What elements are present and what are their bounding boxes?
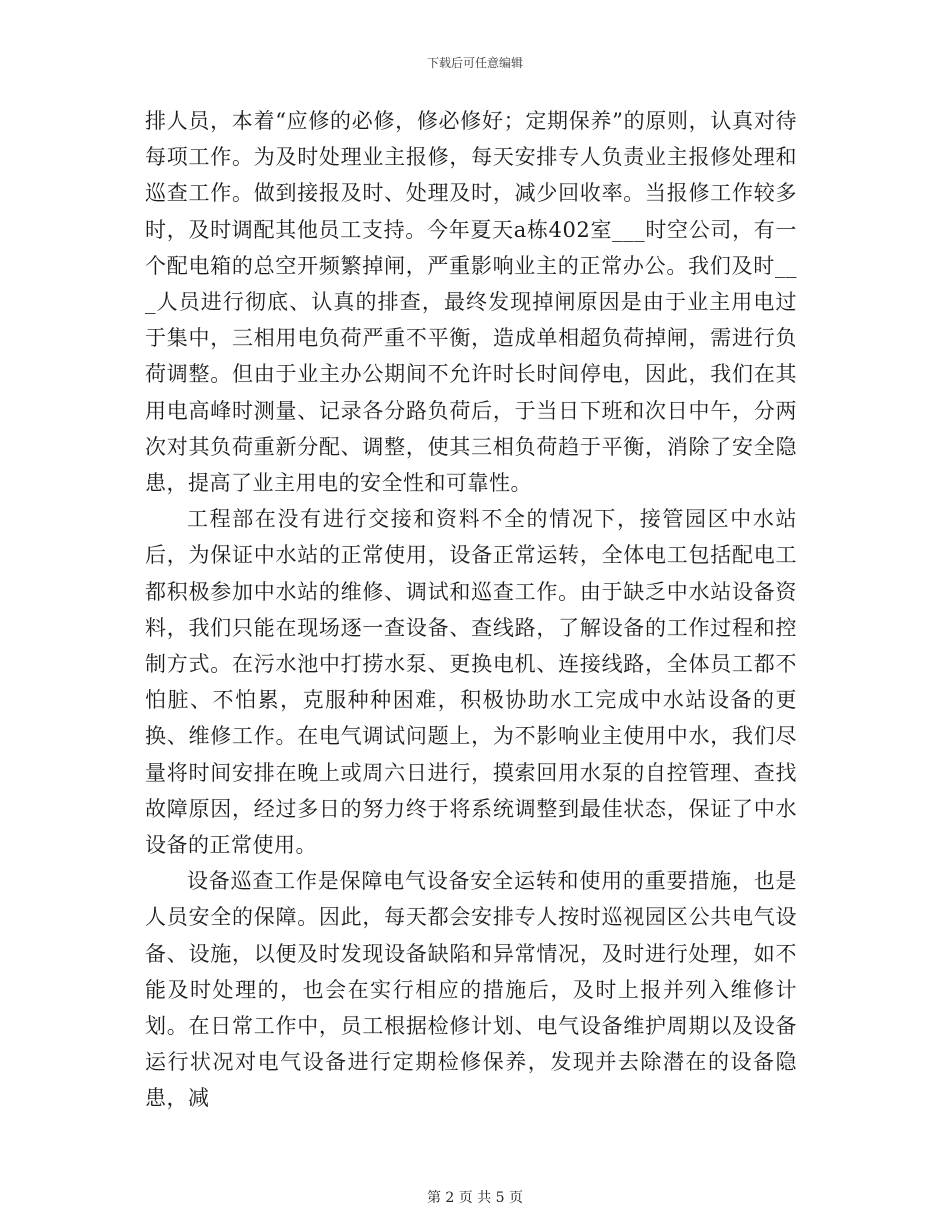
paragraph-2: 工程部在没有进行交接和资料不全的情况下，接管园区中水站后，为保证中水站的正常使用，设备正常运转，全体电工包括配电工都积极参加中水站的维修、调试和巡查工作。由于缺乏中水站设备资料，我们只能在现场逐一查设备、查线路，了解设备的工作过程和控制方式。在污水池中打捞水泵、更换电机、连接线路，全体员工都不怕脏、不怕累，克服种种困难，积极协助水工完成中水站设备的更换、维修工作。在电气调试问题上，为不影响业主使用中水，我们尽量将时间安排在晚上或周六日进行，摸索回用水泵的自控管理、查找故障原因，经过多日的努力终于将系统调整到最佳状态，保证了中水设备的正常使用。 [145,507,797,858]
page-number: 第 2 页 共 5 页 [426,1190,524,1206]
paragraph-1: 排人员，本着“应修的必修，修必修好；定期保养”的原则，认真对待每项工作。为及时处理业主报修，每天安排专人负责业主报修处理和巡查工作。做到接报及时、处理及时，减少回收率。当报修工作较多时，及时调配其他员工支持。今年夏天a栋402室___时空公司，有一个配电箱的总空开频繁掉闸，严重影响业主的正常办公。我们及时___人员进行彻底、认真的排查，最终发现掉闸原因是由于业主用电过于集中，三相用电负荷严重不平衡，造成单相超负荷掉闸，需进行负荷调整。但由于业主办公期间不允许时长时间停电，因此，我们在其用电高峰时测量、记录各分路负荷后，于当日下班和次日中午，分两次对其负荷重新分配、调整，使其三相负荷趋于平衡，消除了安全隐患，提高了业主用电的安全性和可靠性。 [145,109,797,496]
page-header-note: 下载后可任意编辑 [426,56,523,70]
paragraph-3: 设备巡查工作是保障电气设备安全运转和使用的重要措施，也是人员安全的保障。因此，每天都会安排专人按时巡视园区公共电气设备、设施，以便及时发现设备缺陷和异常情况，及时进行处理，如不能及时处理的，也会在实行相应的措施后，及时上报并列入维修计划。在日常工作中，员工根据检修计划、电气设备维护周期以及设备运行状况对电气设备进行定期检修保养，发现并去除潜在的设备隐患，减 [145,869,797,1111]
document-body [145,103,797,1117]
